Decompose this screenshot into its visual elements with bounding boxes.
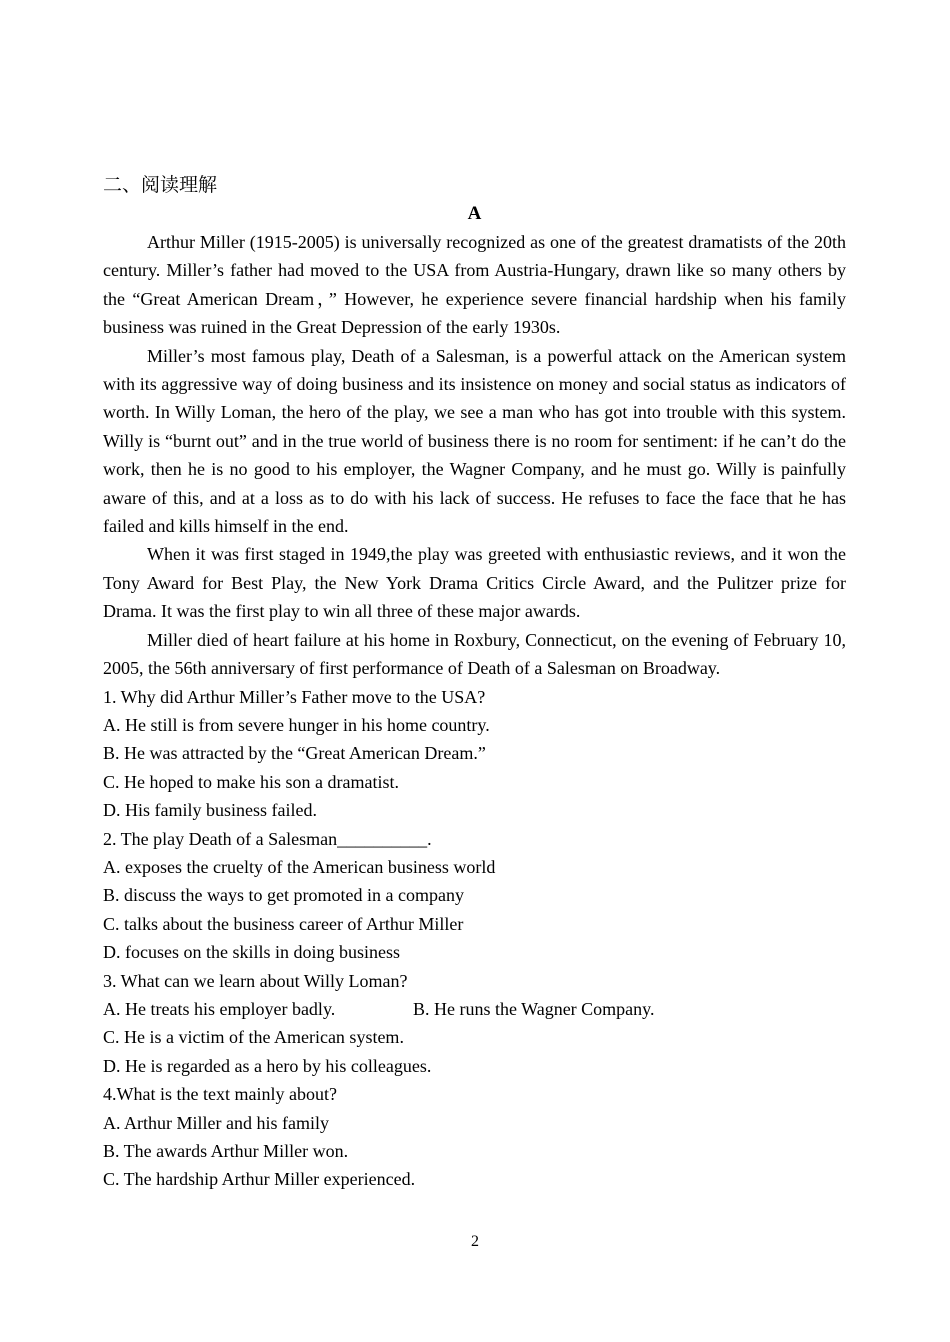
document-page (103, 170, 846, 1194)
question-2-option-a: A. exposes the cruelty of the American business world (103, 856, 496, 877)
paragraph-1: Arthur Miller (1915-2005) is universally recognized as one of the greatest dramatists of the 20th century. Miller’s father had moved to the USA from Austria-Hungary, drawn like so many others by the “Great American Dream，” However, he experience severe financial hardship when his family business was ruined in the Great Depression of the early 1930s. (103, 232, 846, 338)
section-heading: 二、阅读理解 (103, 174, 218, 196)
question-2-option-d: D. focuses on the skills in doing business (103, 942, 400, 963)
question-1-option-a: A. He still is from severe hunger in his home country. (103, 714, 490, 735)
question-2 (103, 825, 846, 967)
question-3-option-d: D. He is regarded as a hero by his colleagues. (103, 1055, 432, 1076)
question-1-option-b: B. He was attracted by the “Great American Dream.” (103, 743, 486, 764)
question-4 (103, 1080, 846, 1194)
page-number: 2 (471, 1233, 479, 1250)
question-3-option-a: A. He treats his employer badly. (103, 998, 336, 1019)
question-4-option-b: B. The awards Arthur Miller won. (103, 1141, 349, 1161)
question-4-option-a: A. Arthur Miller and his family (103, 1112, 329, 1133)
question-3-option-c: C. He is a victim of the American system. (103, 1027, 404, 1048)
question-3 (103, 967, 846, 1081)
question-2-option-c: C. talks about the business career of Arthur Miller (103, 913, 464, 934)
question-2-stem: 2. The play Death of a Salesman__________. (103, 828, 432, 849)
question-3-option-b: B. He runs the Wagner Company. (413, 998, 655, 1019)
question-1-option-d: D. His family business failed. (103, 800, 317, 821)
question-1-stem: 1. Why did Arthur Miller’s Father move to the USA? (103, 686, 486, 707)
question-4-stem: 4.What is the text mainly about? (103, 1084, 337, 1105)
question-1-option-c: C. He hoped to make his son a dramatist. (103, 771, 399, 792)
question-2-option-b: B. discuss the ways to get promoted in a company (103, 885, 464, 906)
paragraph-3: When it was first staged in 1949,the play was greeted with enthusiastic reviews, and it won the Tony Award for Best Play, the New York Drama Critics Circle Award, and the Pulitzer prize for Drama. It was the first play to win all three of these major awards. (103, 544, 846, 622)
question-4-option-c: C. The hardship Arthur Miller experienced. (103, 1169, 416, 1190)
question-3-options-row (103, 995, 846, 1023)
question-1 (103, 683, 846, 825)
paragraph-2: Miller’s most famous play, Death of a Salesman, is a powerful attack on the American system with its aggressive way of doing business and its insistence on money and social status as indicators of worth. In Willy Loman, the hero of the play, we see a man who has got into trouble with this system. Willy is “burnt out” and in the true world of business there is no room for sentiment: if he can’t do the work, then he is no good to his employer, the Wagner Company, and he must go. Willy is painfully aware of this, and at a loss as to do with his lack of success. He refuses to face the face that he has failed and kills himself in the end. (103, 345, 846, 537)
question-3-stem: 3. What can we learn about Willy Loman? (103, 970, 408, 991)
passage-title: A (467, 203, 482, 224)
paragraph-4: Miller died of heart failure at his home in Roxbury, Connecticut, on the evening of February 10, 2005, the 56th anniversary of first performance of Death of a Salesman on Broadway. (103, 629, 846, 679)
